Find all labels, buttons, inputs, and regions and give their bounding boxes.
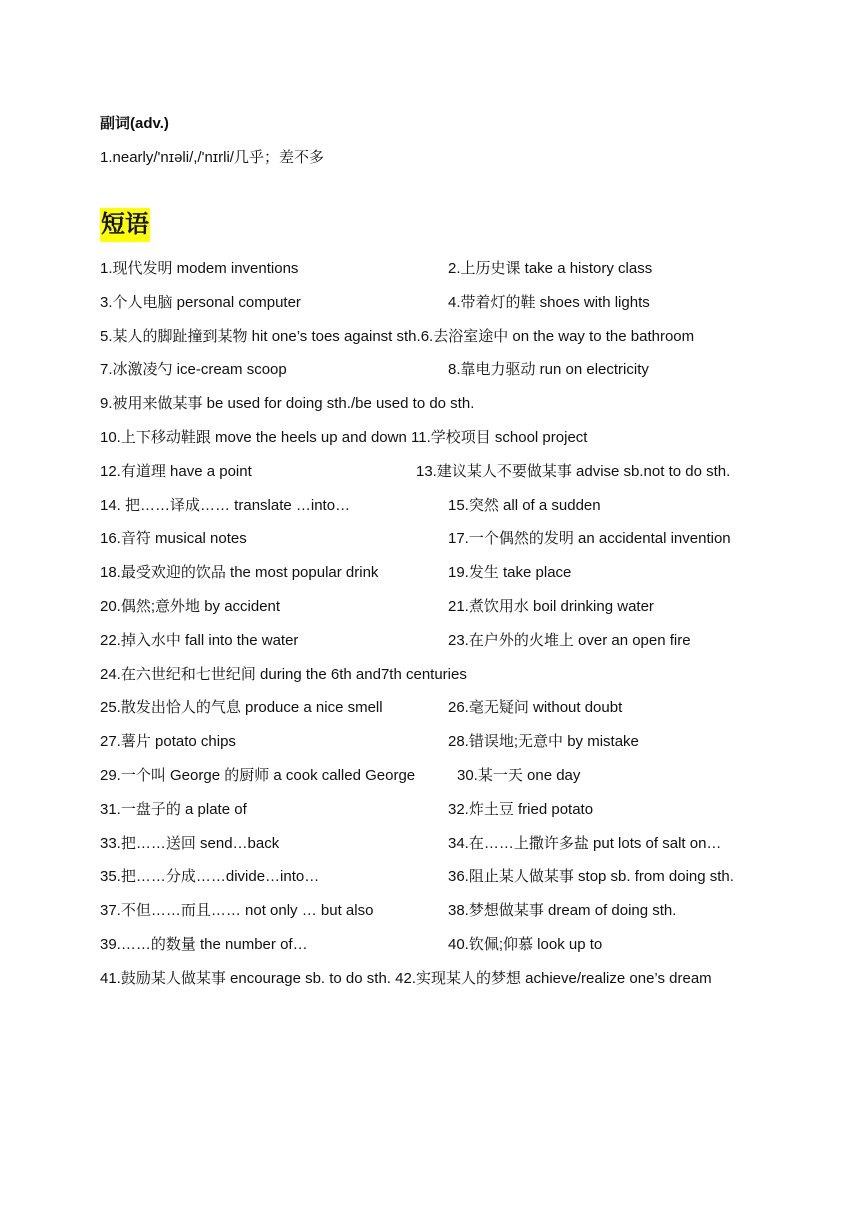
phrase-right: 2.上历史课 take a history class [448,260,653,277]
phrase-right: 36.阻止某人做某事 stop sb. from doing sth. [448,868,734,886]
phrase-row [100,596,800,630]
phrase-left: 27.薯片 potato chips [100,733,236,751]
phrase-left: 37.不但……而且…… not only … but also [100,902,374,920]
adverb-heading: 副词(adv.) [100,115,169,132]
phrase-row [100,495,800,529]
phrase-row [100,630,800,664]
phrase-right: 11.学校项目 school project [411,429,588,446]
phrase-right: 34.在……上撒许多盐 put lots of salt on… [448,834,722,852]
phrase-left: 14. 把……译成…… translate …into… [100,496,351,514]
phrase-row [100,968,800,1002]
phrase-left: 41.鼓励某人做某事 encourage sb. to do sth. [100,969,396,987]
phrase-left: 3.个人电脑 personal computer [100,293,301,311]
phrase-row [100,528,800,562]
phrase-row [100,731,800,765]
phrase-left: 29.一个叫 George 的厨师 a cook called George [100,767,416,784]
phrase-left: 35.把……分成……divide…into… [100,868,320,886]
phrase-left: 16.音符 musical notes [100,530,247,548]
phrase-right: 8.靠电力驱动 run on electricity [448,361,649,379]
phrase-right: 6.去浴室途中 on the way to the bathroom [420,327,695,345]
phrase-right: 32.炸土豆 fried potato [448,800,594,818]
phrase-row [100,765,800,799]
phrase-left: 39.……的数量 the number of… [100,936,308,953]
phrase-right: 30.某一天 one day [457,767,581,784]
phrase-left: 9.被用来做某事 be used for doing sth./be used to do sth. [100,395,475,413]
phrase-row [100,393,800,427]
phrase-row [100,934,800,968]
phrases-title: 短语 [100,208,150,242]
phrase-right: 13.建议某人不要做某事 advise sb.not to do sth. [416,462,731,480]
phrase-right: 26.毫无疑问 without doubt [448,699,623,717]
phrase-right: 40.钦佩;仰慕 look up to [448,936,603,953]
phrase-row [100,664,800,698]
phrase-row [100,900,800,934]
phrase-row [100,461,800,495]
phrase-left: 22.掉入水中 fall into the water [100,631,299,649]
phrase-row [100,562,800,596]
phrase-row [100,292,800,326]
phrase-row [100,326,800,360]
phrase-left: 1.现代发明 modem inventions [100,260,299,277]
phrase-row [100,359,800,393]
phrase-right: 23.在户外的火堆上 over an open fire [448,631,691,649]
phrase-left: 10.上下移动鞋跟 move the heels up and down [100,429,411,446]
phrase-right: 38.梦想做某事 dream of doing sth. [448,902,677,920]
phrase-left: 12.有道理 have a point [100,462,252,480]
phrase-row [100,697,800,731]
adverb-item: 1.nearly/'nɪəli/,/'nɪrli/几乎；差不多 [100,149,324,166]
phrase-left: 20.偶然;意外地 by accident [100,598,281,615]
phrase-right: 15.突然 all of a sudden [448,496,601,514]
phrase-row [100,799,800,833]
phrase-left: 33.把……送回 send…back [100,834,280,852]
phrase-right: 4.带着灯的鞋 shoes with lights [448,293,650,311]
phrase-left: 25.散发出恰人的气息 produce a nice smell [100,699,383,717]
phrase-row [100,866,800,900]
phrase-right: 42.实现某人的梦想 achieve/realize one’s dream [395,969,712,987]
phrase-left: 31.一盘子的 a plate of [100,800,247,818]
phrase-left: 18.最受欢迎的饮品 the most popular drink [100,564,379,582]
phrase-right: 19.发生 take place [448,564,572,582]
phrase-right: 17.一个偶然的发明 an accidental invention [448,530,731,548]
phrase-row [100,258,800,292]
phrase-right: 28.错误地;无意中 by mistake [448,733,639,751]
phrase-left: 7.冰激凌勺 ice-cream scoop [100,361,287,379]
phrase-left: 24.在六世纪和七世纪间 during the 6th and7th centuries [100,665,467,683]
phrase-row [100,833,800,867]
phrase-row [100,427,800,461]
phrase-right: 21.煮饮用水 boil drinking water [448,598,654,615]
phrase-left: 5.某人的脚趾撞到某物 hit one’s toes against sth. [100,327,421,345]
